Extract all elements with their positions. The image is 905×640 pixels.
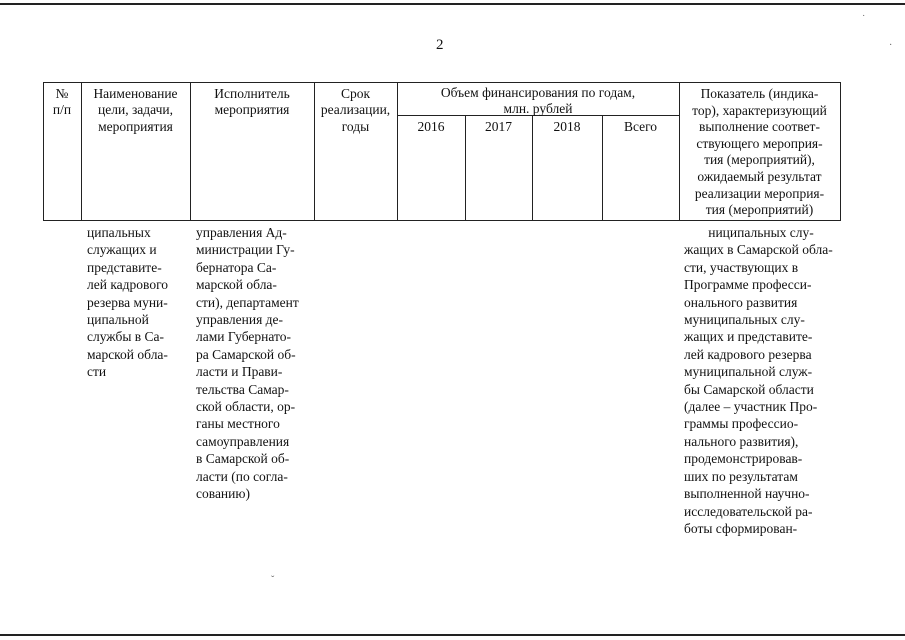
row-executor-line: бернатора Са- bbox=[196, 259, 277, 275]
row-indicator-line: выполненной научно- bbox=[684, 486, 810, 502]
header-executor bbox=[190, 86, 314, 119]
row-executor-line: ласти (по согла- bbox=[196, 468, 288, 484]
row-executor-line: ра Самарской об- bbox=[196, 346, 296, 362]
header-name-line: цели, задачи, bbox=[98, 102, 173, 118]
header-executor-line: Исполнитель bbox=[214, 86, 290, 101]
row-indicator-line: боты сформирован- bbox=[684, 520, 798, 536]
header-name-line: мероприятия bbox=[98, 118, 173, 134]
row-indicator-line: муниципальной служ- bbox=[684, 364, 813, 380]
row-executor-line: ганы местного bbox=[196, 416, 280, 432]
row-indicator-line: жащих и представите- bbox=[684, 329, 813, 345]
table-top-border bbox=[43, 82, 840, 83]
row-indicator-line: ших по результатам bbox=[684, 468, 798, 484]
row-executor-line: управления Ад- bbox=[196, 225, 287, 240]
row-executor-cell bbox=[196, 224, 309, 503]
row-name-line: ципальных bbox=[87, 225, 151, 240]
header-year-2018: 2018 bbox=[553, 119, 581, 134]
row-executor-line: министрации Гу- bbox=[196, 242, 295, 258]
scan-speck: ˇ bbox=[271, 575, 275, 586]
col-border-9 bbox=[840, 82, 841, 221]
page-number: 2 bbox=[436, 37, 444, 53]
row-executor-line: лами Губернато- bbox=[196, 329, 292, 345]
row-indicator-line: бы Самарской области bbox=[684, 381, 814, 397]
header-indicator-line: ствующего мероприя- bbox=[696, 135, 823, 151]
row-executor-line: самоуправления bbox=[196, 433, 290, 449]
row-name-line: служащих и bbox=[87, 242, 157, 258]
row-indicator-line: сти, участвующих в bbox=[684, 259, 799, 275]
header-year-2016: 2016 bbox=[417, 119, 445, 134]
row-indicator-cell bbox=[684, 224, 838, 537]
row-indicator-line: продемонстрировав- bbox=[684, 451, 803, 467]
row-indicator-line: муниципальных слу- bbox=[684, 312, 805, 328]
header-indicator-line: реализации мероприя- bbox=[694, 185, 825, 201]
header-indicator-line: тор), характеризующий bbox=[692, 102, 827, 118]
row-executor-line: ласти и Прави- bbox=[196, 364, 283, 380]
header-indicator-line: ожидаемый результат bbox=[697, 168, 822, 184]
header-indicator-line: тия (мероприятий) bbox=[705, 202, 814, 218]
row-indicator-line: жащих в Самарской обла- bbox=[684, 242, 833, 258]
header-total: Всего bbox=[623, 119, 658, 134]
header-indicator-line: тия (мероприятий), bbox=[704, 152, 815, 168]
header-indicator-line: Показатель (индика- bbox=[700, 86, 819, 101]
row-name-line: представите- bbox=[87, 259, 162, 275]
row-indicator-line: нального развития), bbox=[684, 433, 799, 449]
header-funding-line: млн. рублей bbox=[503, 101, 573, 117]
row-executor-line: сованию) bbox=[196, 486, 250, 502]
header-indicator bbox=[679, 86, 840, 219]
header-executor-line: мероприятия bbox=[214, 102, 290, 118]
row-name-line: службы в Са- bbox=[87, 329, 165, 345]
row-executor-line: управления де- bbox=[196, 312, 284, 328]
bottom-border-line bbox=[0, 634, 905, 636]
header-term-line: Срок bbox=[340, 86, 371, 101]
row-name-cell bbox=[87, 224, 185, 381]
row-indicator-line: ниципальных слу- bbox=[708, 225, 814, 240]
top-border-line bbox=[0, 3, 905, 5]
row-executor-line: марской обла- bbox=[196, 277, 277, 293]
row-indicator-line: (далее – участник Про- bbox=[684, 399, 818, 415]
header-name bbox=[81, 86, 190, 135]
header-term-line: годы bbox=[341, 118, 370, 134]
header-num bbox=[43, 86, 81, 119]
row-indicator-line: онального развития bbox=[684, 294, 798, 310]
row-executor-line: в Самарской об- bbox=[196, 451, 290, 467]
header-name-line: Наименование bbox=[93, 86, 178, 101]
row-name-line: ципальной bbox=[87, 312, 149, 328]
row-indicator-line: Программе професси- bbox=[684, 277, 812, 293]
header-term bbox=[314, 86, 397, 135]
row-name-line: резерва муни- bbox=[87, 294, 168, 310]
header-num-line: п/п bbox=[52, 102, 72, 118]
header-funding-line: Объем финансирования по годам, bbox=[440, 85, 636, 100]
scan-speck: ˙ bbox=[862, 14, 866, 25]
row-executor-line: сти), департамент bbox=[196, 294, 299, 310]
row-name-line: лей кадрового bbox=[87, 277, 169, 293]
header-indicator-line: выполнение соответ- bbox=[699, 119, 820, 135]
row-executor-line: тельства Самар- bbox=[196, 381, 289, 397]
header-term-line: реализации, bbox=[320, 102, 391, 118]
row-name-line: сти bbox=[87, 364, 107, 380]
scan-speck: · bbox=[889, 40, 893, 51]
header-year-2017: 2017 bbox=[485, 119, 512, 134]
row-executor-line: ской области, ор- bbox=[196, 399, 296, 415]
row-name-line: марской обла- bbox=[87, 346, 168, 362]
row-indicator-line: исследовательской ра- bbox=[684, 503, 813, 519]
row-indicator-line: лей кадрового резерва bbox=[684, 346, 812, 362]
header-bottom-border bbox=[43, 220, 840, 221]
row-indicator-line: граммы профессио- bbox=[684, 416, 799, 432]
header-num-line: № bbox=[55, 86, 69, 101]
header-funding bbox=[397, 85, 679, 118]
